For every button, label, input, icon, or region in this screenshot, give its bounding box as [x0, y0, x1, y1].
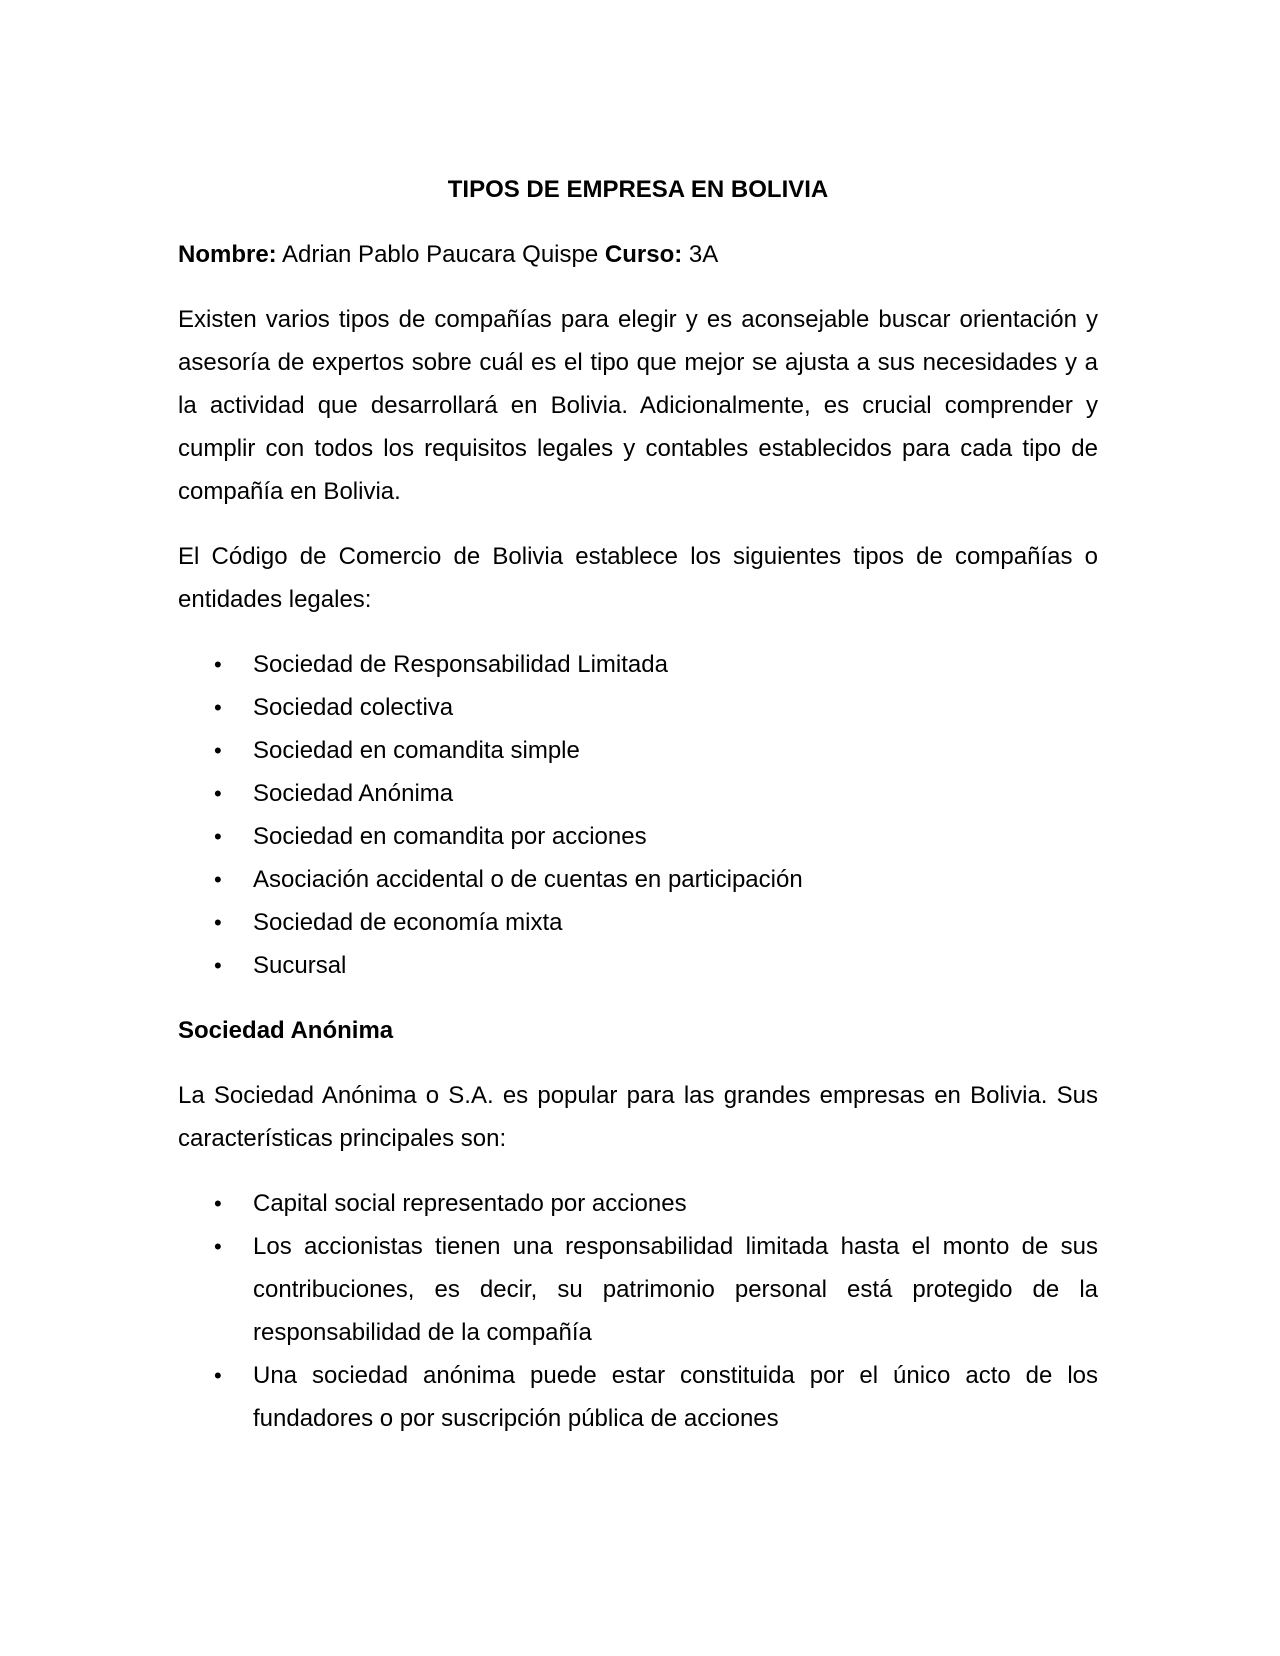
list-item — [178, 1354, 1098, 1440]
list-item — [178, 643, 1098, 686]
list-item — [178, 686, 1098, 729]
bullet-icon: • — [214, 1234, 222, 1259]
list-item — [178, 901, 1098, 944]
bullet-icon: • — [214, 867, 222, 892]
list-item-text: Capital social representado por acciones — [253, 1190, 687, 1217]
student-info — [178, 233, 1098, 276]
list-item — [178, 1182, 1098, 1225]
course-label: Curso: — [604, 241, 683, 268]
list-item — [178, 729, 1098, 772]
bullet-icon: • — [214, 910, 222, 935]
list-item-text: Sucursal — [253, 952, 347, 979]
name-value: Adrian Pablo Paucara Quispe — [276, 241, 605, 268]
code-paragraph: El Código de Comercio de Bolivia establece los siguientes tipos de compañías o entidades legales: — [178, 543, 1098, 613]
bullet-icon: • — [214, 738, 222, 763]
course-value: 3A — [682, 241, 719, 268]
list-item-text: Sociedad Anónima — [253, 780, 454, 807]
name-label: Nombre: — [178, 241, 277, 268]
list-item-text: Sociedad de Responsabilidad Limitada — [253, 651, 668, 678]
list-item — [178, 858, 1098, 901]
list-item — [178, 815, 1098, 858]
bullet-icon: • — [214, 695, 222, 720]
sa-features-list — [178, 1182, 1098, 1440]
list-item-text: Los accionistas tienen una responsabilidad limitada hasta el monto de sus contribuciones, es decir, su patrimonio personal está protegido de la responsabilidad de la compañía — [253, 1233, 1098, 1346]
sa-paragraph: La Sociedad Anónima o S.A. es popular para las grandes empresas en Bolivia. Sus características principales son: — [178, 1082, 1098, 1152]
bullet-icon: • — [214, 781, 222, 806]
list-item — [178, 772, 1098, 815]
bullet-icon: • — [214, 824, 222, 849]
bullet-icon: • — [214, 1363, 222, 1388]
section-heading: Sociedad Anónima — [178, 1017, 394, 1044]
bullet-icon: • — [214, 652, 222, 677]
bullet-icon: • — [214, 953, 222, 978]
intro-paragraph: Existen varios tipos de compañías para elegir y es aconsejable buscar orientación y asesoría de expertos sobre cuál es el tipo que mejor se ajusta a sus necesidades y a la actividad que desarrollará en Bolivia. Adicionalmente, es crucial comprender y cumplir con todos los requisitos legales y contables establecidos para cada tipo de compañía en Bolivia. — [178, 306, 1098, 505]
document-page — [178, 168, 1098, 1462]
list-item-text: Sociedad colectiva — [253, 694, 454, 721]
list-item-text: Sociedad en comandita simple — [253, 737, 580, 764]
company-types-list — [178, 643, 1098, 987]
list-item — [178, 944, 1098, 987]
list-item-text: Asociación accidental o de cuentas en participación — [253, 866, 803, 893]
bullet-icon: • — [214, 1191, 222, 1216]
list-item-text: Sociedad de economía mixta — [253, 909, 563, 936]
list-item-text: Una sociedad anónima puede estar constituida por el único acto de los fundadores o por suscripción pública de acciones — [253, 1362, 1098, 1432]
document-title: TIPOS DE EMPRESA EN BOLIVIA — [447, 176, 829, 203]
list-item-text: Sociedad en comandita por acciones — [253, 823, 647, 850]
list-item — [178, 1225, 1098, 1354]
